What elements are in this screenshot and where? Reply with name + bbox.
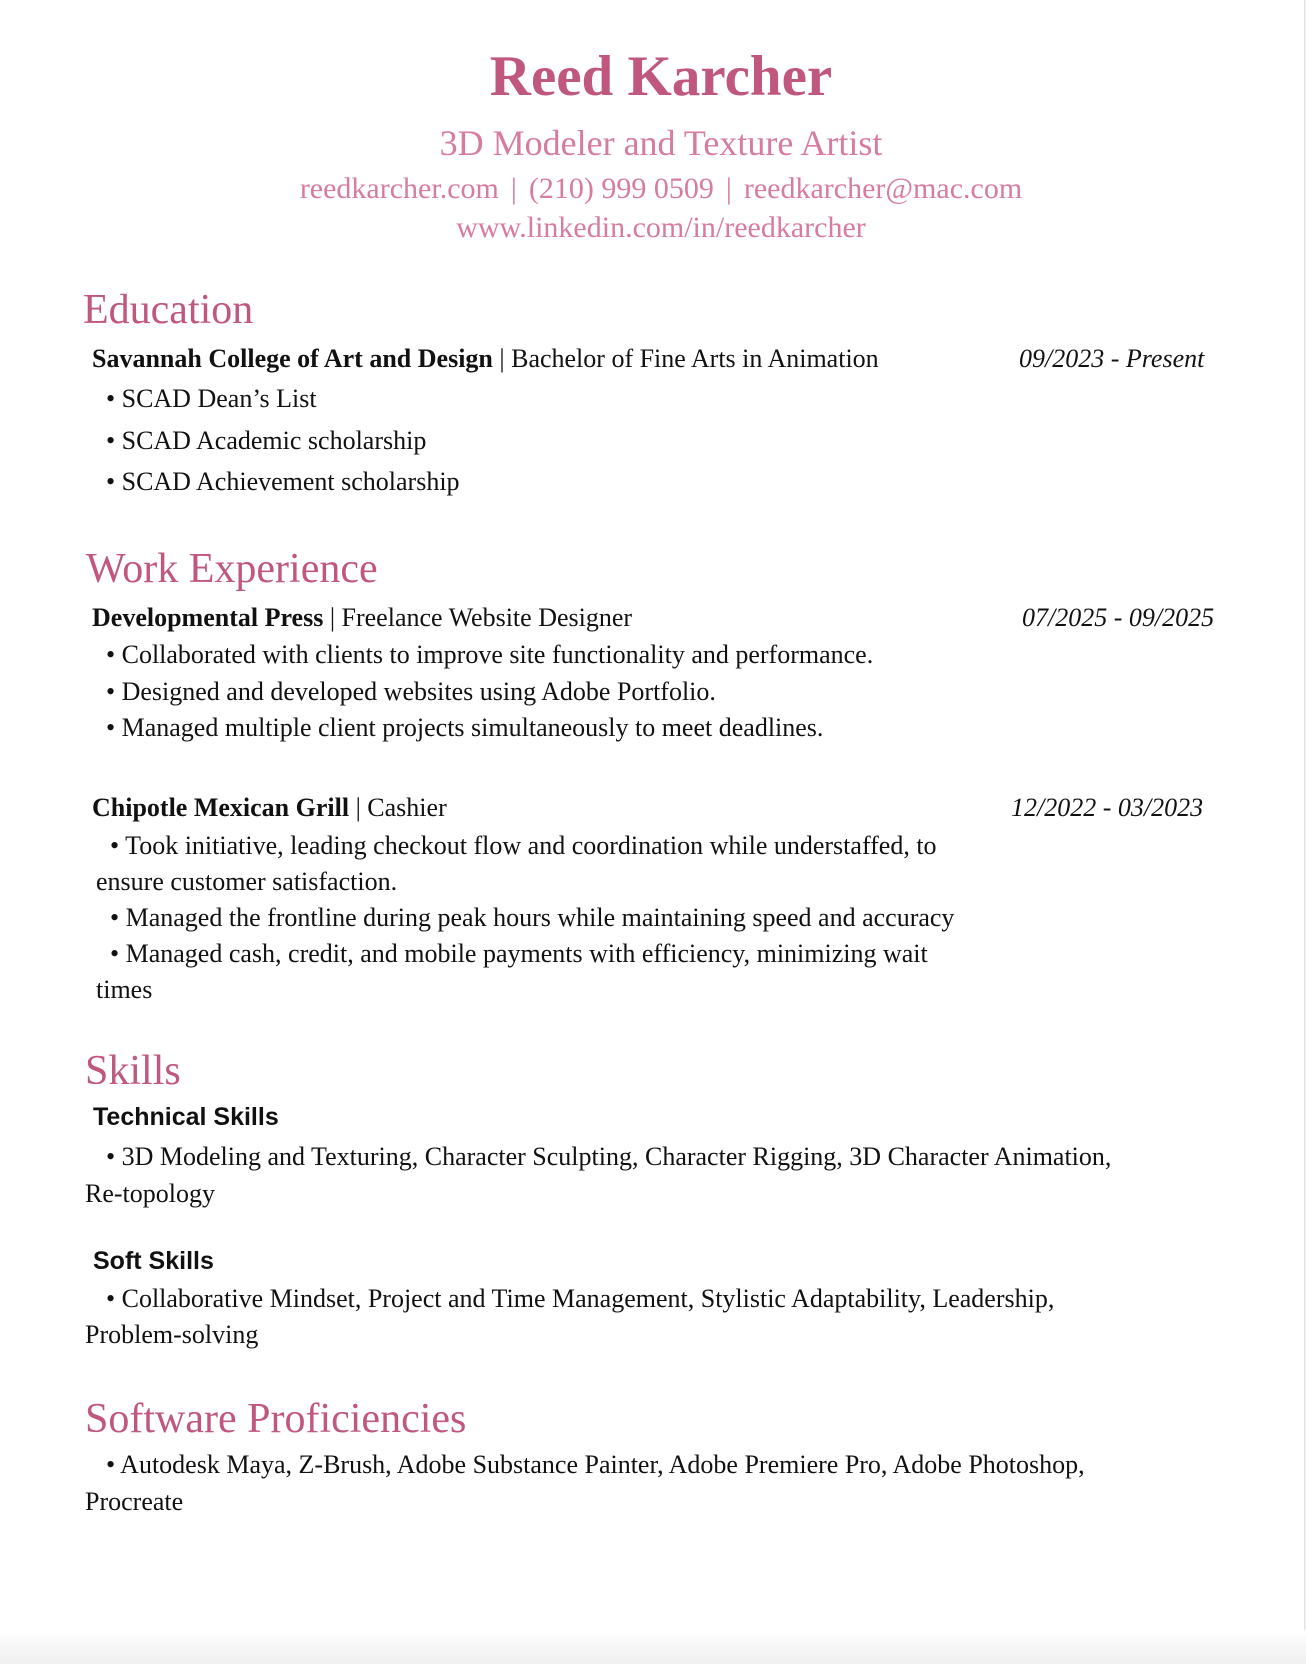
software-list-continuation: Procreate (85, 1487, 184, 1516)
job-entry (92, 792, 447, 823)
contact-separator: | (725, 172, 732, 205)
job-bullet-continuation: times (96, 975, 153, 1004)
website-link[interactable]: reedkarcher.com (299, 172, 499, 205)
viewer-bottom-edge (0, 1630, 1306, 1664)
job-bullet-continuation: ensure customer satisfaction. (96, 867, 398, 896)
education-dates: 09/2023 - Present (1019, 344, 1205, 373)
job-bullet: • Managed multiple client projects simultaneously to meet deadlines. (106, 713, 824, 742)
job-role: | Cashier (349, 793, 447, 822)
education-entry (92, 343, 879, 374)
education-bullet: • SCAD Achievement scholarship (106, 467, 460, 496)
candidate-title: 3D Modeler and Texture Artist (439, 123, 883, 163)
education-heading: Education (83, 287, 254, 333)
job-dates: 07/2025 - 09/2025 (1022, 603, 1215, 632)
job-bullet: • Managed the frontline during peak hours while maintaining speed and accuracy (110, 903, 955, 932)
job-dates: 12/2022 - 03/2023 (1011, 793, 1204, 822)
software-list: • Autodesk Maya, Z-Brush, Adobe Substance Painter, Adobe Premiere Pro, Adobe Photoshop, (106, 1450, 1085, 1479)
company-name: Developmental Press (92, 603, 324, 632)
technical-skills-list-continuation: Re-topology (85, 1179, 215, 1208)
job-bullet: • Collaborated with clients to improve site functionality and performance. (106, 640, 874, 669)
job-entry (92, 602, 632, 633)
job-role: | Freelance Website Designer (323, 603, 633, 632)
job-bullet: • Took initiative, leading checkout flow and coordination while understaffed, to (110, 831, 937, 860)
candidate-name: Reed Karcher (489, 45, 833, 108)
soft-skills-list-continuation: Problem-solving (85, 1320, 259, 1349)
soft-skills-label: Soft Skills (93, 1247, 214, 1275)
email-link[interactable]: reedkarcher@mac.com (743, 172, 1023, 205)
soft-skills-list: • Collaborative Mindset, Project and Time Management, Stylistic Adaptability, Leadership, (106, 1284, 1055, 1313)
linkedin-link[interactable]: www.linkedin.com/in/reedkarcher (456, 211, 866, 244)
technical-skills-list: • 3D Modeling and Texturing, Character Sculpting, Character Rigging, 3D Character Animation, (106, 1142, 1112, 1171)
education-bullet: • SCAD Dean’s List (106, 384, 317, 413)
work-experience-heading: Work Experience (86, 546, 378, 592)
school-name: Savannah College of Art and Design (92, 344, 493, 373)
education-bullet: • SCAD Academic scholarship (106, 426, 427, 455)
contact-line (0, 171, 1306, 207)
company-name: Chipotle Mexican Grill (92, 793, 350, 822)
phone-number: (210) 999 0509 (528, 172, 714, 205)
technical-skills-label: Technical Skills (93, 1103, 279, 1131)
contact-separator: | (510, 172, 517, 205)
degree-name: | Bachelor of Fine Arts in Animation (492, 344, 879, 373)
job-bullet: • Managed cash, credit, and mobile payments with efficiency, minimizing wait (110, 939, 928, 968)
software-heading: Software Proficiencies (85, 1396, 467, 1442)
job-bullet: • Designed and developed websites using Adobe Portfolio. (106, 677, 716, 706)
skills-heading: Skills (85, 1048, 181, 1094)
